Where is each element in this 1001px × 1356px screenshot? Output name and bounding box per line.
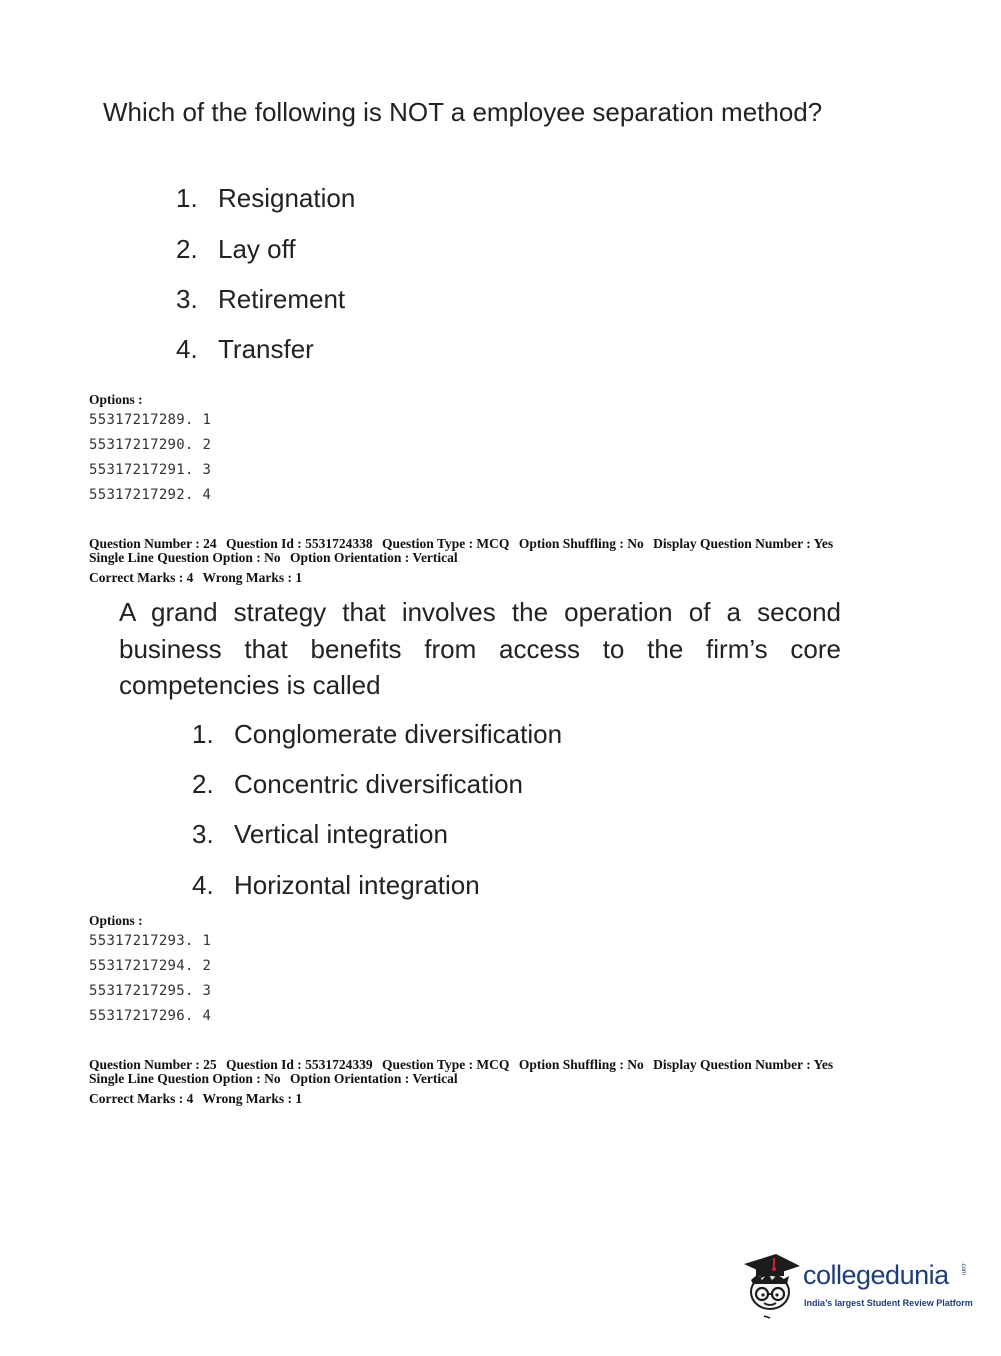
q23-options-label: Options : [89, 392, 143, 407]
correct-marks: Correct Marks : 4 [89, 570, 194, 585]
q24-choice-3 [192, 819, 448, 850]
q23-choice-2 [176, 234, 296, 265]
choice-number: 4. [192, 870, 214, 900]
display-question-number: Display Question Number : Yes [653, 1057, 834, 1072]
collegedunia-logo[interactable] [740, 1250, 973, 1322]
q24-option-2: 55317217294. 2 [89, 958, 212, 974]
choice-number: 2. [192, 769, 214, 799]
choice-number: 2. [176, 234, 198, 264]
q23-option-2: 55317217290. 2 [89, 437, 212, 453]
q24-choice-4 [192, 870, 480, 901]
mascot-icon [740, 1250, 802, 1320]
q23-choice-4 [176, 334, 314, 365]
option-orientation: Option Orientation : Vertical [290, 550, 458, 565]
correct-marks: Correct Marks : 4 [89, 1091, 194, 1106]
choice-label: Retirement [218, 284, 346, 314]
q24-choice-1 [192, 719, 562, 750]
wrong-marks: Wrong Marks : 1 [202, 1091, 303, 1106]
choice-label: Resignation [218, 183, 356, 213]
q25-marks [89, 1092, 308, 1107]
q24-choice-2 [192, 769, 523, 800]
choice-label: Transfer [218, 334, 314, 364]
question-number: Question Number : 24 [89, 536, 217, 551]
question-24-text: A grand strategy that involves the operation of a second business that benefits from access to the firm’s core competencies is called [119, 597, 841, 700]
question-id: Question Id : 5531724338 [226, 536, 373, 551]
q25-meta-line-2 [89, 1072, 464, 1087]
choice-label: Concentric diversification [234, 769, 524, 799]
q23-option-3: 55317217291. 3 [89, 462, 212, 478]
option-shuffling: Option Shuffling : No [518, 1057, 644, 1072]
choice-label: Conglomerate diversification [234, 719, 563, 749]
question-type: Question Type : MCQ [382, 1057, 510, 1072]
choice-number: 3. [176, 284, 198, 314]
choice-number: 3. [192, 819, 214, 849]
logo-tagline: India’s largest Student Review Platform [804, 1298, 973, 1308]
question-number: Question Number : 25 [89, 1057, 217, 1072]
option-shuffling: Option Shuffling : No [518, 536, 644, 551]
choice-number: 1. [192, 719, 214, 749]
single-line-option: Single Line Question Option : No [89, 1071, 281, 1086]
question-type: Question Type : MCQ [382, 536, 510, 551]
choice-label: Lay off [218, 234, 296, 264]
choice-number: 4. [176, 334, 198, 364]
logo-wordmark: collegedunia [803, 1260, 949, 1290]
q24-option-1: 55317217293. 1 [89, 933, 212, 949]
q23-choice-3 [176, 284, 345, 315]
q24-meta-line-2 [89, 551, 464, 566]
choice-label: Vertical integration [234, 819, 448, 849]
q23-choice-1 [176, 183, 355, 214]
q23-option-4: 55317217292. 4 [89, 487, 212, 503]
logo-suffix: .com [960, 1262, 966, 1276]
choice-label: Horizontal integration [234, 870, 480, 900]
q24-option-3: 55317217295. 3 [89, 983, 212, 999]
question-23-text: Which of the following is NOT a employee separation method? [103, 97, 823, 127]
q24-option-4: 55317217296. 4 [89, 1008, 212, 1024]
wrong-marks: Wrong Marks : 1 [202, 570, 303, 585]
single-line-option: Single Line Question Option : No [89, 550, 281, 565]
question-id: Question Id : 5531724339 [226, 1057, 373, 1072]
display-question-number: Display Question Number : Yes [653, 536, 834, 551]
q24-options-label: Options : [89, 913, 143, 928]
q23-option-1: 55317217289. 1 [89, 412, 212, 428]
q24-marks [89, 571, 308, 586]
choice-number: 1. [176, 183, 198, 213]
option-orientation: Option Orientation : Vertical [290, 1071, 458, 1086]
